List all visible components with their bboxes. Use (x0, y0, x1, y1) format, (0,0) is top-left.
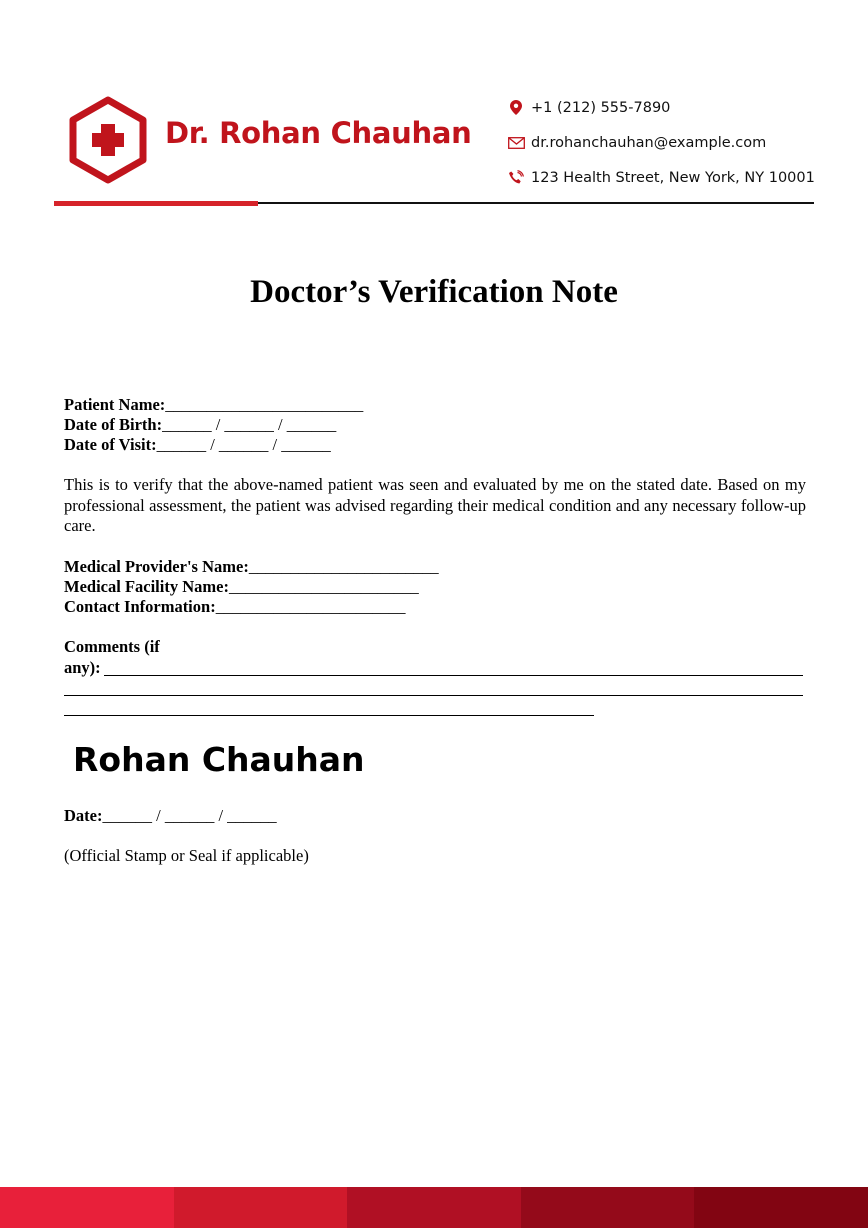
provider-name-label: Medical Provider's Name: (64, 557, 249, 576)
footer-color-bands (0, 1187, 868, 1228)
contact-info-blank: _______________________ (215, 597, 406, 616)
comments-line-1 (104, 675, 803, 676)
footer-band (521, 1187, 695, 1228)
contact-info-field (64, 597, 405, 617)
visit-date-label: Date of Visit: (64, 435, 157, 454)
dob-field (64, 415, 336, 435)
footer-band (174, 1187, 348, 1228)
phone-icon (507, 169, 525, 187)
contact-info-label: Contact Information: (64, 597, 216, 616)
medical-cross-logo-icon (68, 96, 148, 184)
header-accent-divider (54, 201, 258, 206)
email-text: dr.rohanchauhan@example.com (531, 134, 767, 151)
footer-band (0, 1187, 174, 1228)
facility-name-field (64, 577, 419, 597)
email-row (507, 125, 815, 160)
doctor-name-heading: Dr. Rohan Chauhan (165, 116, 472, 150)
dob-label: Date of Birth: (64, 415, 163, 434)
stamp-note: (Official Stamp or Seal if applicable) (64, 846, 309, 865)
phone-row (507, 90, 815, 125)
signature-date-field (64, 806, 277, 826)
location-pin-icon (507, 99, 525, 117)
patient-name-blank: ________________________ (165, 395, 364, 414)
signature-date-blank: ______ / ______ / ______ (102, 806, 277, 825)
footer-band (694, 1187, 868, 1228)
facility-name-label: Medical Facility Name: (64, 577, 229, 596)
comments-line-2 (64, 695, 803, 696)
signature-date-label: Date: (64, 806, 103, 825)
patient-name-field (64, 395, 363, 415)
comments-label-line1: Comments (if (64, 637, 160, 656)
visit-date-field (64, 435, 331, 455)
dob-blank: ______ / ______ / ______ (162, 415, 337, 434)
address-row (507, 160, 815, 195)
address-text: 123 Health Street, New York, NY 10001 (531, 169, 815, 186)
signature: Rohan Chauhan (73, 740, 365, 779)
document-title: Doctor’s Verification Note (250, 274, 618, 310)
contact-block (507, 96, 815, 201)
footer-band (347, 1187, 521, 1228)
comments-line-3 (64, 715, 594, 716)
provider-name-field (64, 557, 439, 577)
facility-name-blank: _______________________ (228, 577, 419, 596)
verification-statement: This is to verify that the above-named patient was seen and evaluated by me on the stated date. Based on my professional assessment, the patient was advised regarding their medical condition and any necessary follow-up care. (64, 475, 806, 535)
visit-date-blank: ______ / ______ / ______ (156, 435, 331, 454)
patient-name-label: Patient Name: (64, 395, 166, 414)
phone-text: +1 (212) 555-7890 (531, 99, 671, 116)
envelope-icon (507, 134, 525, 152)
provider-name-blank: _______________________ (248, 557, 439, 576)
comments-label-line2: any): (64, 658, 101, 677)
